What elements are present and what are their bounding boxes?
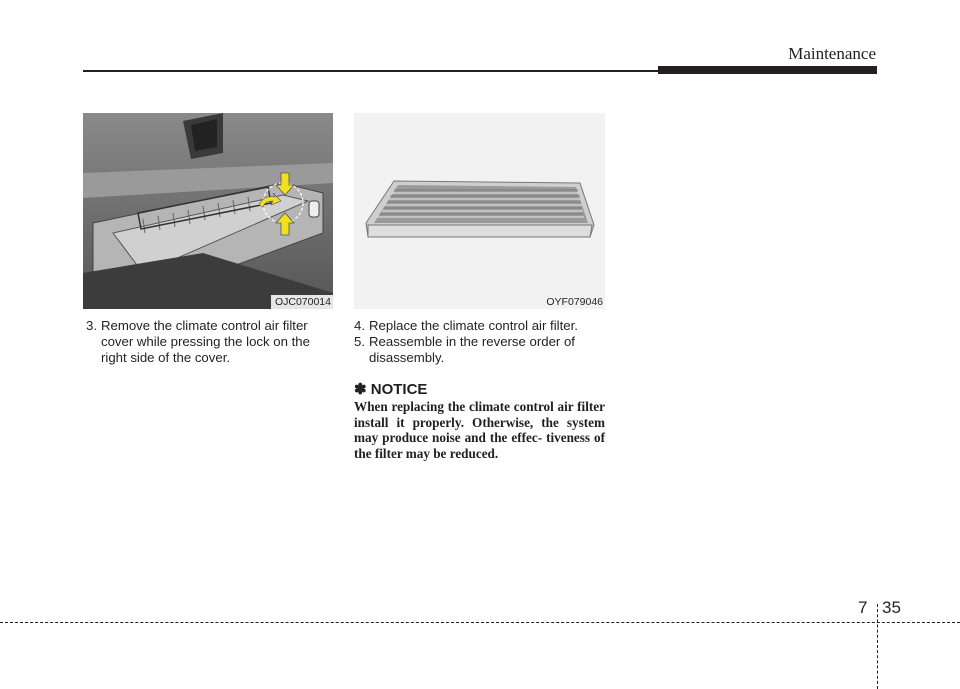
step-number: 3. xyxy=(86,318,97,333)
notice-body: When replacing the climate control air filter install it properly. Otherwise, the system may produce noise and the effec- tiveness of the filter may be reduced. xyxy=(354,399,605,461)
step-text-line: Reassemble in the reverse order of xyxy=(369,334,575,349)
step-text-line: Remove the climate control air filter xyxy=(101,318,308,333)
figure-filter-cover-removal xyxy=(83,113,333,309)
filter-cover-illustration xyxy=(83,113,333,309)
page-number: 35 xyxy=(882,598,901,617)
header-rule-thick xyxy=(658,66,877,74)
notice-title-text: NOTICE xyxy=(370,381,428,398)
section-title: Maintenance xyxy=(788,44,876,63)
figure-code: OJC070014 xyxy=(271,295,333,309)
footer-dashed-rule xyxy=(0,622,960,623)
step-4 xyxy=(354,318,605,334)
chapter-number: 7 xyxy=(858,598,868,617)
header-rule-thin xyxy=(83,70,660,72)
air-filter-illustration xyxy=(354,113,605,309)
step-text-line: Replace the climate control air filter. xyxy=(369,318,578,333)
step-text-line: cover while pressing the lock on the xyxy=(101,334,310,349)
step-5 xyxy=(354,334,605,366)
step-text-line: disassembly. xyxy=(369,350,445,365)
figure-code: OYF079046 xyxy=(542,295,605,309)
step-number: 5. xyxy=(354,334,365,349)
notice-symbol-icon: ✽ xyxy=(354,381,367,398)
footer-vertical-rule xyxy=(877,604,878,689)
step-number: 4. xyxy=(354,318,365,333)
step-3 xyxy=(86,318,333,366)
step-text-line: right side of the cover. xyxy=(101,350,231,365)
figure-air-filter xyxy=(354,113,605,309)
notice-title xyxy=(354,380,427,398)
